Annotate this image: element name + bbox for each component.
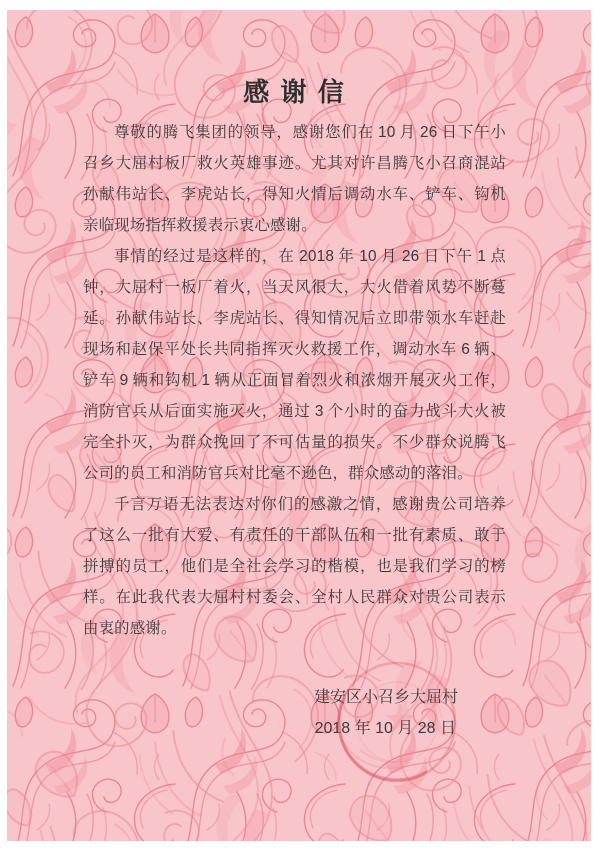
body-line: 消防官兵从后面实施灭火，通过 3 个小时的奋力战斗大火被 (83, 403, 506, 420)
body-line: 公司的员工和消防官兵对比毫不逊色，群众感动的落泪。 (83, 465, 473, 482)
body-line: 拼搏的员工，他们是全社会学习的楷模，也是我们学习的榜 (83, 558, 506, 575)
body-line: 样。在此我代表大屈村村委会、全村人民群众对贵公司表示 (83, 589, 506, 606)
signature-date: 2018 年 10 月 28 日 (314, 720, 456, 737)
body-line: 召乡大屈村板厂救火英雄事迹。尤其对许昌腾飞小召商混站 (83, 155, 506, 172)
letter-body (83, 117, 506, 644)
body-line: 尊敬的腾飞集团的领导，感谢您们在 10 月 26 日下午小 (114, 124, 506, 141)
letter-title: 感 谢 信 (243, 77, 346, 107)
body-line: 钟，大屈村一板厂着火，当天风很大，大火借着风势不断蔓 (83, 279, 506, 296)
body-line: 孙献伟站长、李虎站长，得知火情后调动水车、铲车、钩机 (83, 186, 506, 203)
signature-village: 建安区小召乡大屈村 (313, 689, 458, 706)
body-line: 现场和赵保平处长共同指挥灭火救援工作，调动水车 6 辆、 (83, 341, 506, 358)
body-line: 由衷的感谢。 (83, 620, 177, 637)
body-line: 了这么一批有大爱、有责任的干部队伍和一批有素质、敢于 (83, 527, 506, 544)
body-line: 事情的经过是这样的，在 2018 年 10 月 26 日下午 1 点 (114, 248, 506, 265)
pink-letter-paper (7, 10, 591, 841)
body-line: 延。孙献伟站长、李虎站长、得知情况后立即带领水车赶赴 (83, 310, 506, 327)
body-line: 千言万语无法表达对你们的感激之情，感谢贵公司培养 (114, 496, 506, 513)
body-line: 铲车 9 辆和钩机 1 辆从正面冒着烈火和浓烟开展灭火工作， (83, 372, 506, 389)
letter-content (7, 10, 591, 841)
signature-block (83, 682, 506, 744)
body-line: 亲临现场指挥救援表示衷心感谢。 (83, 217, 317, 234)
body-line: 完全扑灭，为群众挽回了不可估量的损失。不少群众说腾飞 (83, 434, 506, 451)
